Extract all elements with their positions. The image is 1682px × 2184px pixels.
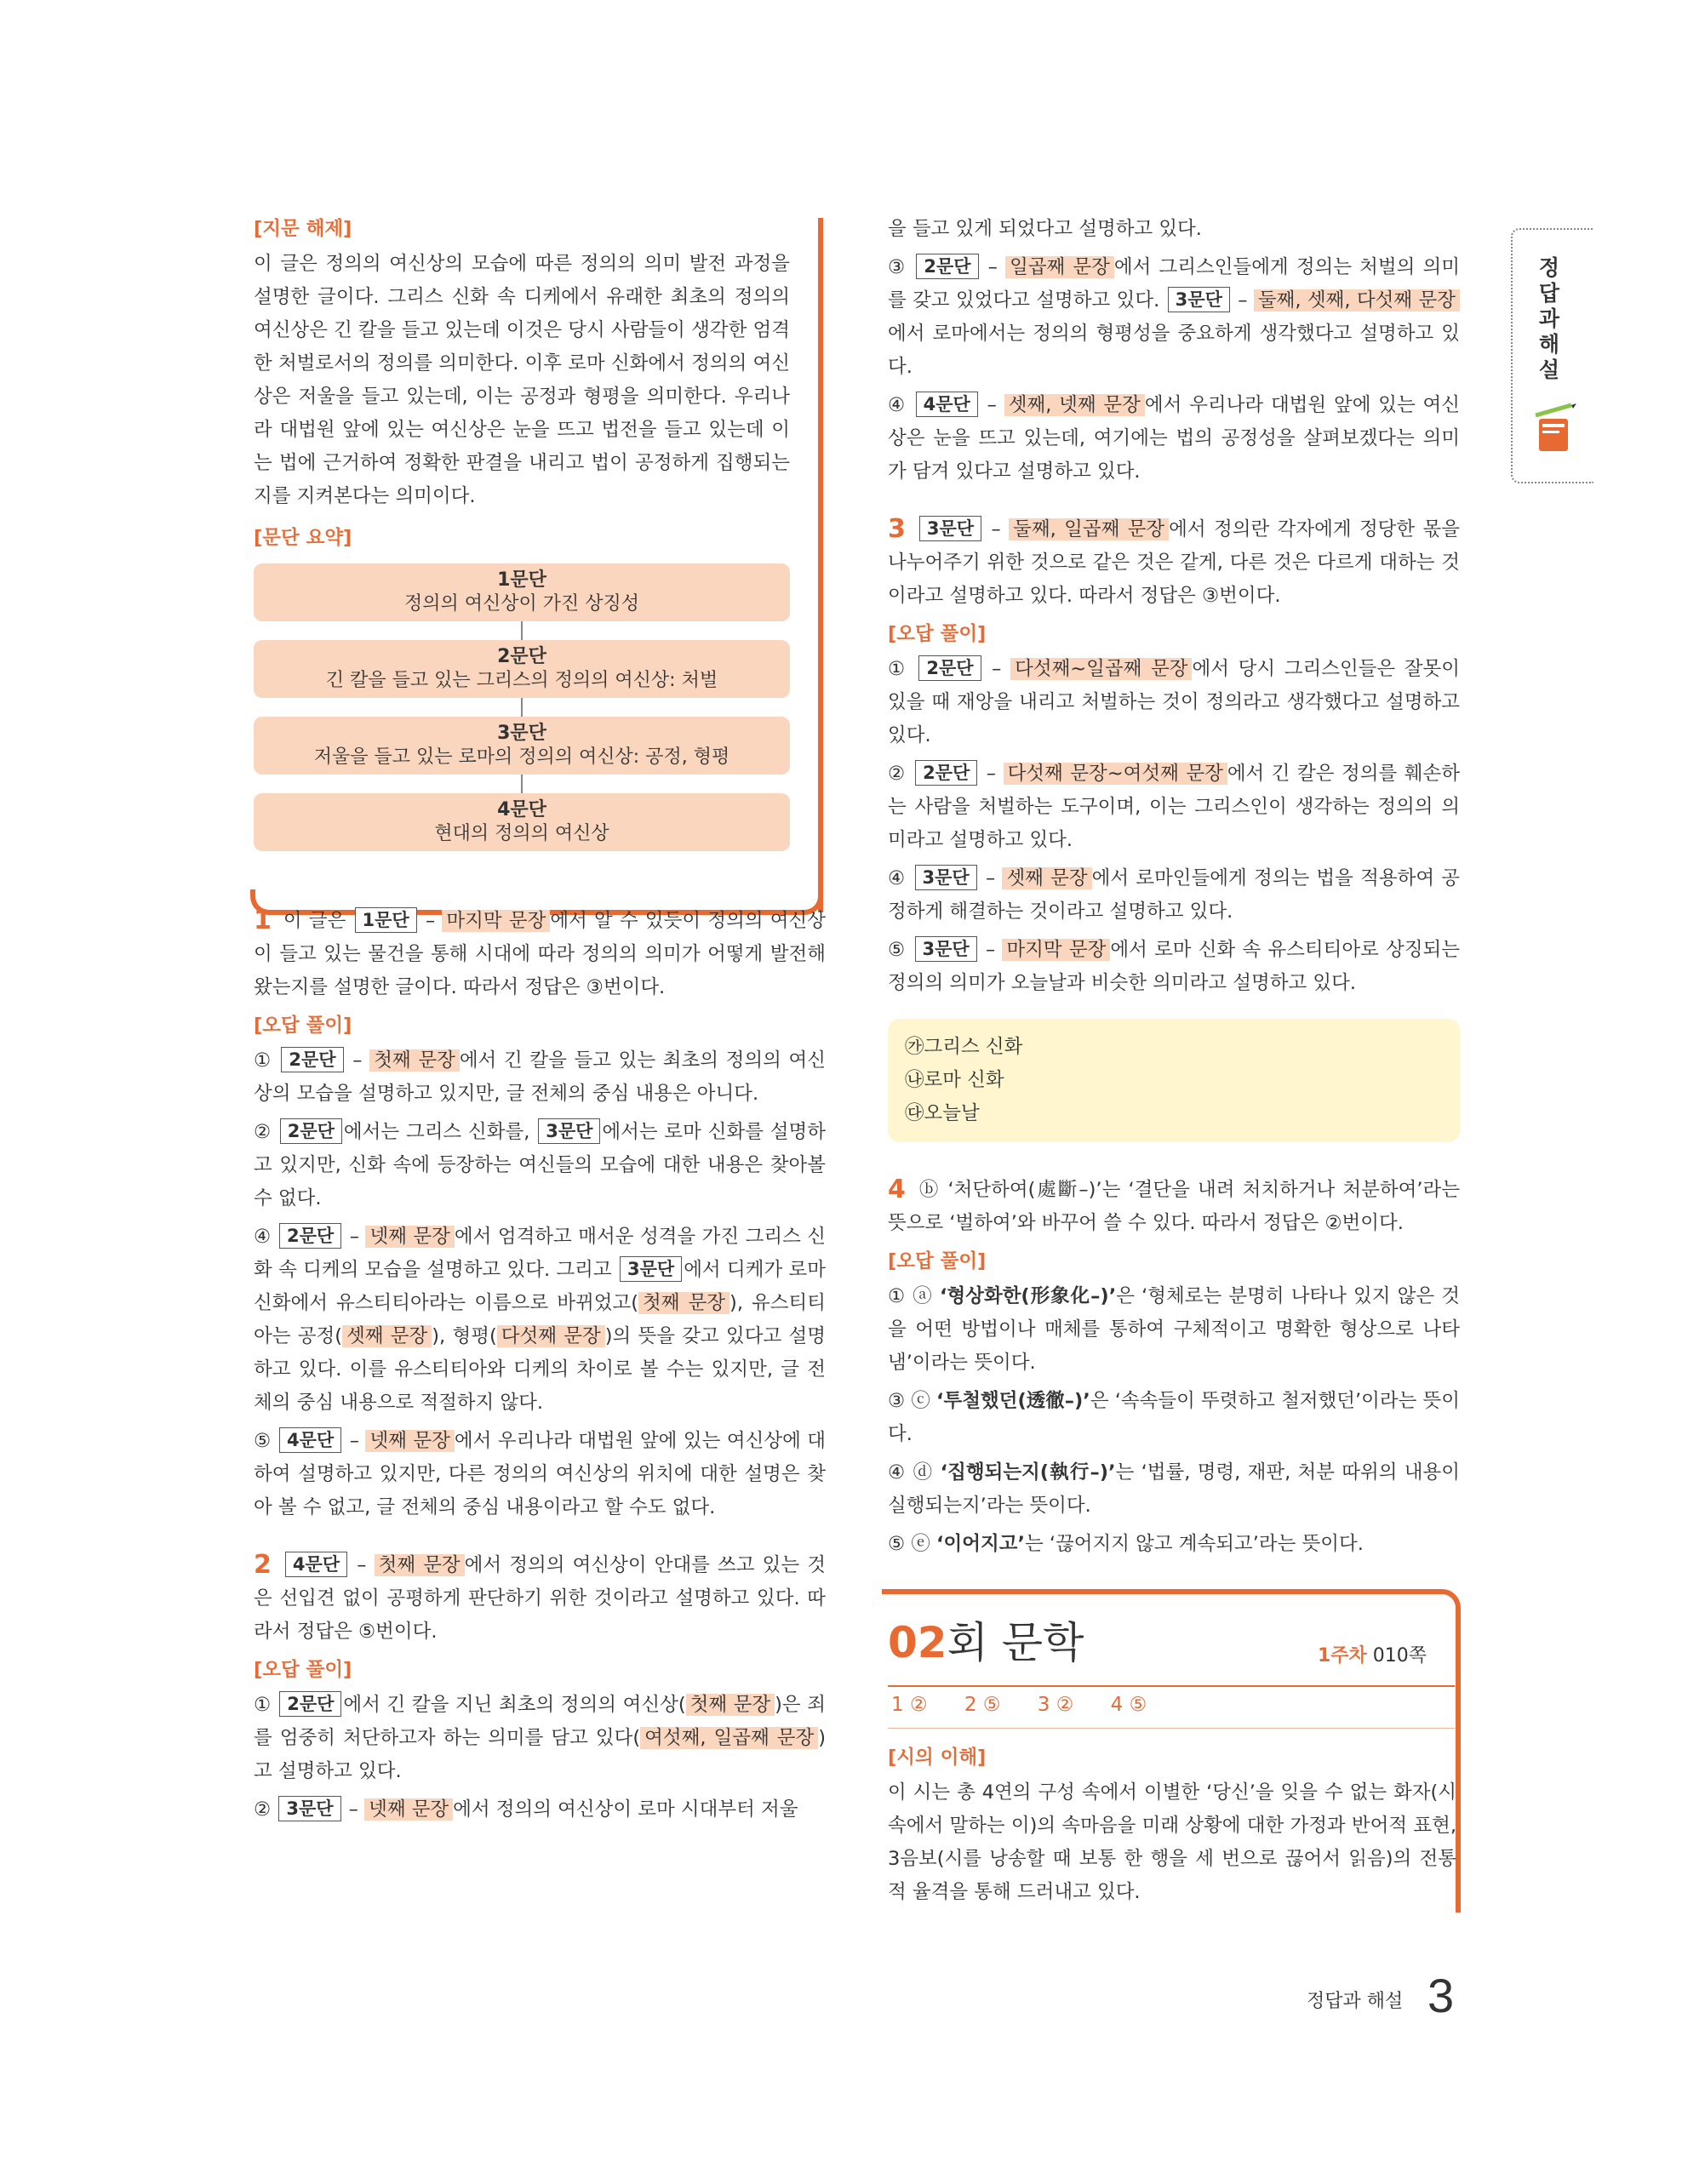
term: ‘이어지고’: [935, 1533, 1026, 1555]
q4-wrong-4: [888, 1456, 1460, 1523]
paragraph-tag: 4문단: [285, 1552, 347, 1577]
q1-wrong-5: ⑤ 4문단 – 넷째 문장 에서 우리나라 대법원 앞에 있는 여신상에 대하여 설명하고 있지만, 다른 정의의 여신상의 위치에 대한 설명은 찾아 볼 수 없고, 글 전체의 중심 내용이라고 할 수도 없다.: [254, 1425, 826, 1524]
choice-number: ① ⓐ: [888, 1285, 940, 1307]
paragraph-tag: 3문단: [620, 1256, 682, 1282]
summary-connector: [521, 621, 523, 640]
answer-item: 3 ②: [1037, 1694, 1074, 1716]
paragraph-tag: 2문단: [279, 1691, 341, 1717]
summary-desc: 현대의 정의의 여신상: [434, 823, 609, 844]
choice-number: ⑤ ⓔ: [888, 1533, 936, 1555]
section-number: 02: [888, 1618, 947, 1667]
poem-understanding: [888, 1741, 1456, 1909]
choice-number: ②: [254, 1121, 272, 1143]
explanation-text: 에서 긴 칼은 정의를 훼손하는 사람을 처벌하는 도구이며, 이는 그리스인이 생각하는 정의의 의미라고 설명하고 있다.: [888, 763, 1460, 851]
q1-wrong-4: ④ 2문단 – 넷째 문장 에서 엄격하고 매서운 성격을 가진 그리스 신화 속 디케의 모습을 설명하고 있다. 그리고 3문단 에서 디케가 로마 신화에서 유스티티아라는 이름으로 바뀌었고( 첫째 문장 ), 유스티티아는 공정( 셋째 문장 ), 형평( 다섯째 문장 )의 뜻을 갖고 있다고 설명하고 있다. 이를 유스티티아와 디케의 차이로 볼 수는 있지만, 글 전체의 중심 내용으로 적절하지 않다.: [254, 1221, 826, 1420]
question-3: [888, 512, 1460, 1000]
explanation-text: 에서 당시 그리스인들은 잘못이 있을 때 재앙을 내리고 처벌하는 것이 정의라고 생각했다고 설명하고 있다.: [888, 658, 1461, 746]
explanation-text: 는 ‘법률, 명령, 재판, 처분 따위의 내용이 실행되는지’라는 뜻이다.: [888, 1461, 1461, 1517]
q2-continued: [888, 213, 1460, 489]
paragraph-tag: 4문단: [916, 392, 978, 417]
wrong-heading: [오답 풀이]: [254, 1015, 352, 1037]
dash: –: [418, 910, 443, 932]
explanation-text: 에서 그리스인들에게 정의는 처벌의 의미를 갖고 있었다고 설명하고 있다.: [888, 256, 1461, 312]
choice-number: ①: [888, 658, 908, 680]
sentence-highlight: 첫째 문장: [369, 1049, 460, 1072]
section-week: [1318, 1641, 1427, 1667]
explanation-text: 에서 엄격하고 매서운 성격을 가진 그리스 신화 속 디케의 모습을 설명하고 있다. 그리고: [254, 1226, 827, 1281]
choice-number: ①: [254, 1049, 272, 1072]
explanation-text: 에서 정의의 여신상이 로마 시대부터 저울: [453, 1798, 798, 1821]
week-label: 1주차: [1318, 1645, 1367, 1667]
explanation-text: 에서 로마인들에게 정의는 법을 적용하여 공정하게 해결하는 것이라고 설명하고 있다.: [888, 867, 1461, 923]
term: ‘형상화한(形象化–)’: [939, 1285, 1117, 1307]
paragraph-tag: 2문단: [280, 1118, 342, 1144]
sentence-highlight: 첫째 문장: [638, 1292, 729, 1314]
answer-key: [891, 1694, 1177, 1716]
legend-item: ㉰오늘날: [905, 1102, 980, 1124]
choice-number: ⑤: [888, 939, 907, 961]
q2-wrong-1: [254, 1689, 826, 1788]
q1-wrong-1: ① 2문단 – 첫째 문장 에서 긴 칼을 들고 있는 최초의 정의의 여신상의 모습을 설명하고 있지만, 글 전체의 중심 내용은 아니다.: [254, 1044, 826, 1111]
question-4: [888, 1173, 1460, 1561]
paragraph-tag: 2문단: [918, 655, 981, 681]
q1-wrong-2: [254, 1116, 826, 1215]
choice-number: ④ ⓓ: [888, 1461, 941, 1484]
page-number: 3: [1427, 1969, 1455, 2022]
sentence-highlight: 다섯째 문장~여섯째 문장: [1004, 763, 1227, 785]
footer-label: 정답과 해설: [1307, 1991, 1404, 2012]
explanation-text: 에서 디케가 로마 신화에서 유스티티아라는 이름으로 바뀌었고(: [254, 1259, 827, 1314]
explanation-text: 에서 긴 칼을 들고 있는 최초의 정의의 여신상의 모습을 설명하고 있지만, 글 전체의 중심 내용은 아니다.: [254, 1049, 827, 1105]
intro-text: 이 글은 정의의 여신상의 모습에 따른 정의의 의미 발전 과정을 설명한 글이다. 그리스 신화 속 디케에서 유래한 최초의 정의의 여신상은 긴 칼을 들고 있는데 이것은 당시 사람들이 생각한 엄격한 처벌로서의 정의를 의미한다. 이후 로마 신화에서 정의의 여신상은 저울을 들고 있는데, 이는 공정과 형평을 의미한다. 우리나라 대법원 앞에 있는 여신상은 눈을 뜨고 법전을 들고 있는데 이는 법에 근거하여 정확한 판결을 내리고 법이 공정하게 집행되는지를 지켜본다는 의미이다.: [254, 253, 790, 507]
paragraph-tag: 3문단: [278, 1796, 340, 1821]
choice-number: ③ ⓒ: [888, 1390, 936, 1412]
wrong-heading: [오답 풀이]: [888, 623, 987, 645]
choice-number: ④: [254, 1226, 272, 1248]
q3-wrong-5: ⑤ 3문단 – 마지막 문장 에서 로마 신화 속 유스티티아로 상징되는 정의의 의미가 오늘날과 비슷한 의미라고 설명하고 있다.: [888, 934, 1460, 1000]
answer-item: 2 ⑤: [964, 1694, 1001, 1716]
right-column: [888, 213, 1460, 1561]
paragraph-tag: 3문단: [915, 865, 977, 890]
choice-number: ③: [888, 256, 907, 278]
term: ‘집행되는지(執行–)’: [940, 1461, 1116, 1484]
q3-wrong-4: ④ 3문단 – 셋째 문장 에서 로마인들에게 정의는 법을 적용하여 공정하게 해결하는 것이라고 설명하고 있다.: [888, 862, 1460, 929]
paragraph-tag: 2문단: [915, 760, 977, 786]
summary-box: [254, 640, 790, 698]
section-title: 회 문학: [947, 1618, 1084, 1667]
sentence-highlight: 셋째, 넷째 문장: [1004, 394, 1145, 416]
term: ‘투철했던(透徹–)’: [935, 1390, 1090, 1412]
explanation-text: 에서는 로마 신화를 설명하고 있지만, 신화 속에 등장하는 여신들의 모습에 대한 내용은 찾아볼 수 없다.: [254, 1121, 827, 1209]
paragraph-tag: 3문단: [919, 516, 981, 541]
section-divider: [888, 1685, 1455, 1687]
answer-item: 1 ②: [891, 1694, 928, 1716]
choice-number: ②: [254, 1798, 272, 1821]
left-column: [254, 213, 826, 1827]
page-ref: 010쪽: [1366, 1645, 1427, 1667]
summary-box: [254, 563, 790, 621]
sentence-highlight: 마지막 문장: [1002, 939, 1110, 961]
explanation-text: ), 형평(: [432, 1325, 497, 1347]
summary-connector: [521, 775, 523, 793]
explanation-text: 는 ‘끊어지지 않고 계속되고’라는 뜻이다.: [1025, 1533, 1364, 1555]
wrong-heading: [오답 풀이]: [888, 1250, 987, 1272]
sentence-highlight: 셋째 문장: [1002, 867, 1091, 889]
section-02-title: [888, 1617, 1084, 1668]
choice-number: ⑤: [254, 1430, 272, 1452]
q3-answer: 3 3문단 – 둘째, 일곱째 문장 에서 정의란 각자에게 정당한 몫을 나누어주기 위한 것으로 같은 것은 같게, 다른 것은 다르게 대하는 것이라고 설명하고 있다. 따라서 정답은 ③번이다.: [888, 514, 1461, 607]
sentence-highlight: 여섯째, 일곱째 문장: [640, 1727, 818, 1749]
summary-title: 4문단: [497, 799, 546, 820]
poem-text: 이 시는 총 4연의 구성 속에서 이별한 ‘당신’을 잊을 수 없는 화자(시 속에서 말하는 이)의 속마음을 미래 상황에 대한 가정과 반어적 표현, 3음보(시를 낭송할 때 보통 한 행을 세 번으로 끊어서 읽음)의 전통적 율격을 통해 드러내고 있다.: [888, 1781, 1456, 1903]
q4-wrong-1: [888, 1280, 1460, 1380]
sentence-highlight: 다섯째 문장: [497, 1325, 605, 1347]
explanation-text: 에서 우리나라 대법원 앞에 있는 여신상은 눈을 뜨고 있는데, 여기에는 법의 공정성을 살펴보겠다는 의미가 담겨 있다고 설명하고 있다.: [888, 394, 1460, 483]
paragraph-tag: 3문단: [1168, 287, 1230, 312]
q2-number: 2: [254, 1550, 272, 1580]
summary-connector: [521, 698, 523, 717]
paragraph-tag: 2문단: [281, 1047, 343, 1072]
q4-number: 4: [888, 1175, 906, 1204]
summary-desc: 긴 칼을 들고 있는 그리스의 정의의 여신상: 처벌: [325, 670, 718, 691]
choice-number: ④: [888, 867, 907, 889]
legend-box: [888, 1019, 1460, 1142]
answer-item: 4 ⑤: [1110, 1694, 1147, 1716]
explanation-text: 은 ‘형체로는 분명히 나타나 있지 않은 것을 어떤 방법이나 매체를 통하여 구체적이고 명확한 형상으로 나타냄’이라는 뜻이다.: [888, 1285, 1461, 1374]
q3-number: 3: [888, 514, 906, 544]
q1-text: 에서 알 수 있듯이 정의의 여신상이 들고 있는 물건을 통해 시대에 따라 정의의 의미가 어떻게 발전해 왔는지를 설명한 글이다. 따라서 정답은 ③번이다.: [254, 910, 826, 998]
wrong-heading: [오답 풀이]: [254, 1659, 352, 1681]
q3-wrong-2: ② 2문단 – 다섯째 문장~여섯째 문장 에서 긴 칼은 정의를 훼손하는 사람을 처벌하는 도구이며, 이는 그리스인이 생각하는 정의의 의미라고 설명하고 있다.: [888, 758, 1460, 857]
sentence-highlight: 넷째 문장: [365, 1226, 454, 1248]
summary-heading: [문단 요약]: [254, 527, 352, 549]
explanation-text: ), 유스티티아는 공정(: [254, 1292, 827, 1347]
sentence-highlight: 셋째 문장: [342, 1325, 432, 1347]
q2-answer: 2 4문단 – 첫째 문장 에서 정의의 여신상이 안대를 쓰고 있는 것은 선입견 없이 공평하게 판단하기 위한 것이라고 설명하고 있다. 따라서 정답은 ⑤번이다.: [254, 1550, 826, 1643]
summary-title: 3문단: [497, 723, 546, 744]
intro-heading: [지문 해제]: [254, 218, 352, 240]
q2-wrong-2: ② 3문단 – 넷째 문장 에서 정의의 여신상이 로마 시대부터 저울: [254, 1793, 826, 1827]
q4-text: ⓑ ‘처단하여(處斷–)’는 ‘결단을 내려 처치하거나 처분하여’라는 뜻으로 ‘벌하여’와 바꾸어 쓸 수 있다. 따라서 정답은 ②번이다.: [888, 1179, 1460, 1234]
side-tab-label: 정답과해설: [1538, 255, 1560, 382]
question-2: [254, 1548, 826, 1827]
question-1: [254, 904, 826, 1524]
paragraph-tag: 4문단: [279, 1427, 341, 1453]
q1-text: 이 글은: [283, 910, 353, 932]
sentence-highlight: 넷째 문장: [364, 1798, 453, 1821]
sentence-highlight: 둘째, 일곱째 문장: [1009, 518, 1169, 540]
q4-wrong-5: [888, 1528, 1460, 1561]
poem-heading: [시의 이해]: [888, 1747, 987, 1769]
summary-desc: 저울을 들고 있는 로마의 정의의 여신상: 공정, 형평: [313, 746, 730, 768]
explanation-text: 에서 로마 신화 속 유스티티아로 상징되는 정의의 의미가 오늘날과 비슷한 의미라고 설명하고 있다.: [888, 939, 1461, 994]
explanation-text: 에서는 그리스 신화를,: [343, 1121, 537, 1143]
explanation-text: 에서 로마에서는 정의의 형평성을 중요하게 생각했다고 설명하고 있다.: [888, 323, 1460, 378]
explanation-text: )의 뜻을 갖고 있다고 설명하고 있다. 이를 유스티티아와 디케의 차이로 볼 수는 있지만, 글 전체의 중심 내용으로 적절하지 않다.: [254, 1325, 826, 1414]
explanation-text: 은 ‘속속들이 뚜렷하고 철저했던’이라는 뜻이다.: [888, 1390, 1460, 1445]
legend-item: ㉯로마 신화: [905, 1069, 1004, 1091]
q3-wrong-1: ① 2문단 – 다섯째~일곱째 문장 에서 당시 그리스인들은 잘못이 있을 때 재앙을 내리고 처벌하는 것이 정의라고 생각했다고 설명하고 있다.: [888, 653, 1460, 752]
q2-text: 에서 정의의 여신상이 안대를 쓰고 있는 것은 선입견 없이 공평하게 판단하기 위한 것이라고 설명하고 있다. 따라서 정답은 ⑤번이다.: [254, 1554, 826, 1643]
paragraph-tag: 1문단: [355, 907, 417, 933]
q3-text: 에서 정의란 각자에게 정당한 몫을 나누어주기 위한 것으로 같은 것은 같게, 다른 것은 다르게 대하는 것이라고 설명하고 있다. 따라서 정답은 ③번이다.: [888, 518, 1461, 607]
paragraph-tag: 3문단: [538, 1118, 600, 1144]
q1-number: 1: [254, 906, 272, 935]
paragraph-summary: [254, 563, 790, 851]
q4-wrong-3: [888, 1385, 1460, 1451]
sentence-highlight: 넷째 문장: [365, 1430, 454, 1452]
summary-title: 2문단: [497, 646, 546, 667]
summary-box: [254, 793, 790, 851]
choice-number: ④: [888, 394, 907, 416]
sentence-highlight: 둘째, 셋째, 다섯째 문장: [1254, 289, 1460, 312]
explanation-text: )고 설명하고 있다.: [254, 1727, 826, 1782]
sentence-highlight: 다섯째~일곱째 문장: [1010, 658, 1192, 680]
sentence-highlight: 첫째 문장: [375, 1554, 465, 1576]
sentence-highlight: 일곱째 문장: [1005, 256, 1114, 278]
summary-title: 1문단: [497, 569, 546, 591]
q1-answer: [254, 904, 826, 1004]
paragraph-tag: 2문단: [279, 1223, 341, 1249]
choice-number: ②: [888, 763, 907, 785]
legend-item: ㉮그리스 신화: [905, 1036, 1023, 1058]
answer-divider: [888, 1728, 1455, 1729]
q2-wrong-4: ④ 4문단 – 셋째, 넷째 문장 에서 우리나라 대법원 앞에 있는 여신상은 눈을 뜨고 있는데, 여기에는 법의 공정성을 살펴보겠다는 의미가 담겨 있다고 설명하고 있다.: [888, 389, 1460, 489]
summary-box: [254, 717, 790, 775]
paragraph-tag: 3문단: [915, 936, 977, 962]
explanation-text: 에서 긴 칼을 지닌 최초의 정의의 여신상(: [343, 1694, 686, 1716]
summary-desc: 정의의 여신상이 가진 상징성: [403, 593, 639, 615]
explanation-text: 을 들고 있게 되었다고 설명하고 있다.: [888, 218, 1202, 240]
sentence-highlight: 마지막 문장: [442, 910, 550, 932]
choice-number: ①: [254, 1694, 272, 1716]
paragraph-tag: 2문단: [916, 254, 978, 279]
q2-wrong-3: ③ 2문단 – 일곱째 문장 에서 그리스인들에게 정의는 처벌의 의미를 갖고 있었다고 설명하고 있다. 3문단 – 둘째, 셋째, 다섯째 문장에서 로마에서는 정의의 형평성을 중요하게 생각했다고 설명하고 있다.: [888, 251, 1460, 384]
q4-answer: [888, 1173, 1460, 1240]
explanation-text: 에서 우리나라 대법원 앞에 있는 여신상에 대하여 설명하고 있지만, 다른 정의의 여신상의 위치에 대한 설명은 찾아 볼 수 없고, 글 전체의 중심 내용이라고 할 수도 없다.: [254, 1430, 827, 1518]
book-pencil-icon: [1532, 400, 1576, 455]
explanation-text: )은 죄를 엄중히 처단하고자 하는 의미를 담고 있다(: [254, 1694, 826, 1749]
sentence-highlight: 첫째 문장: [686, 1694, 775, 1716]
